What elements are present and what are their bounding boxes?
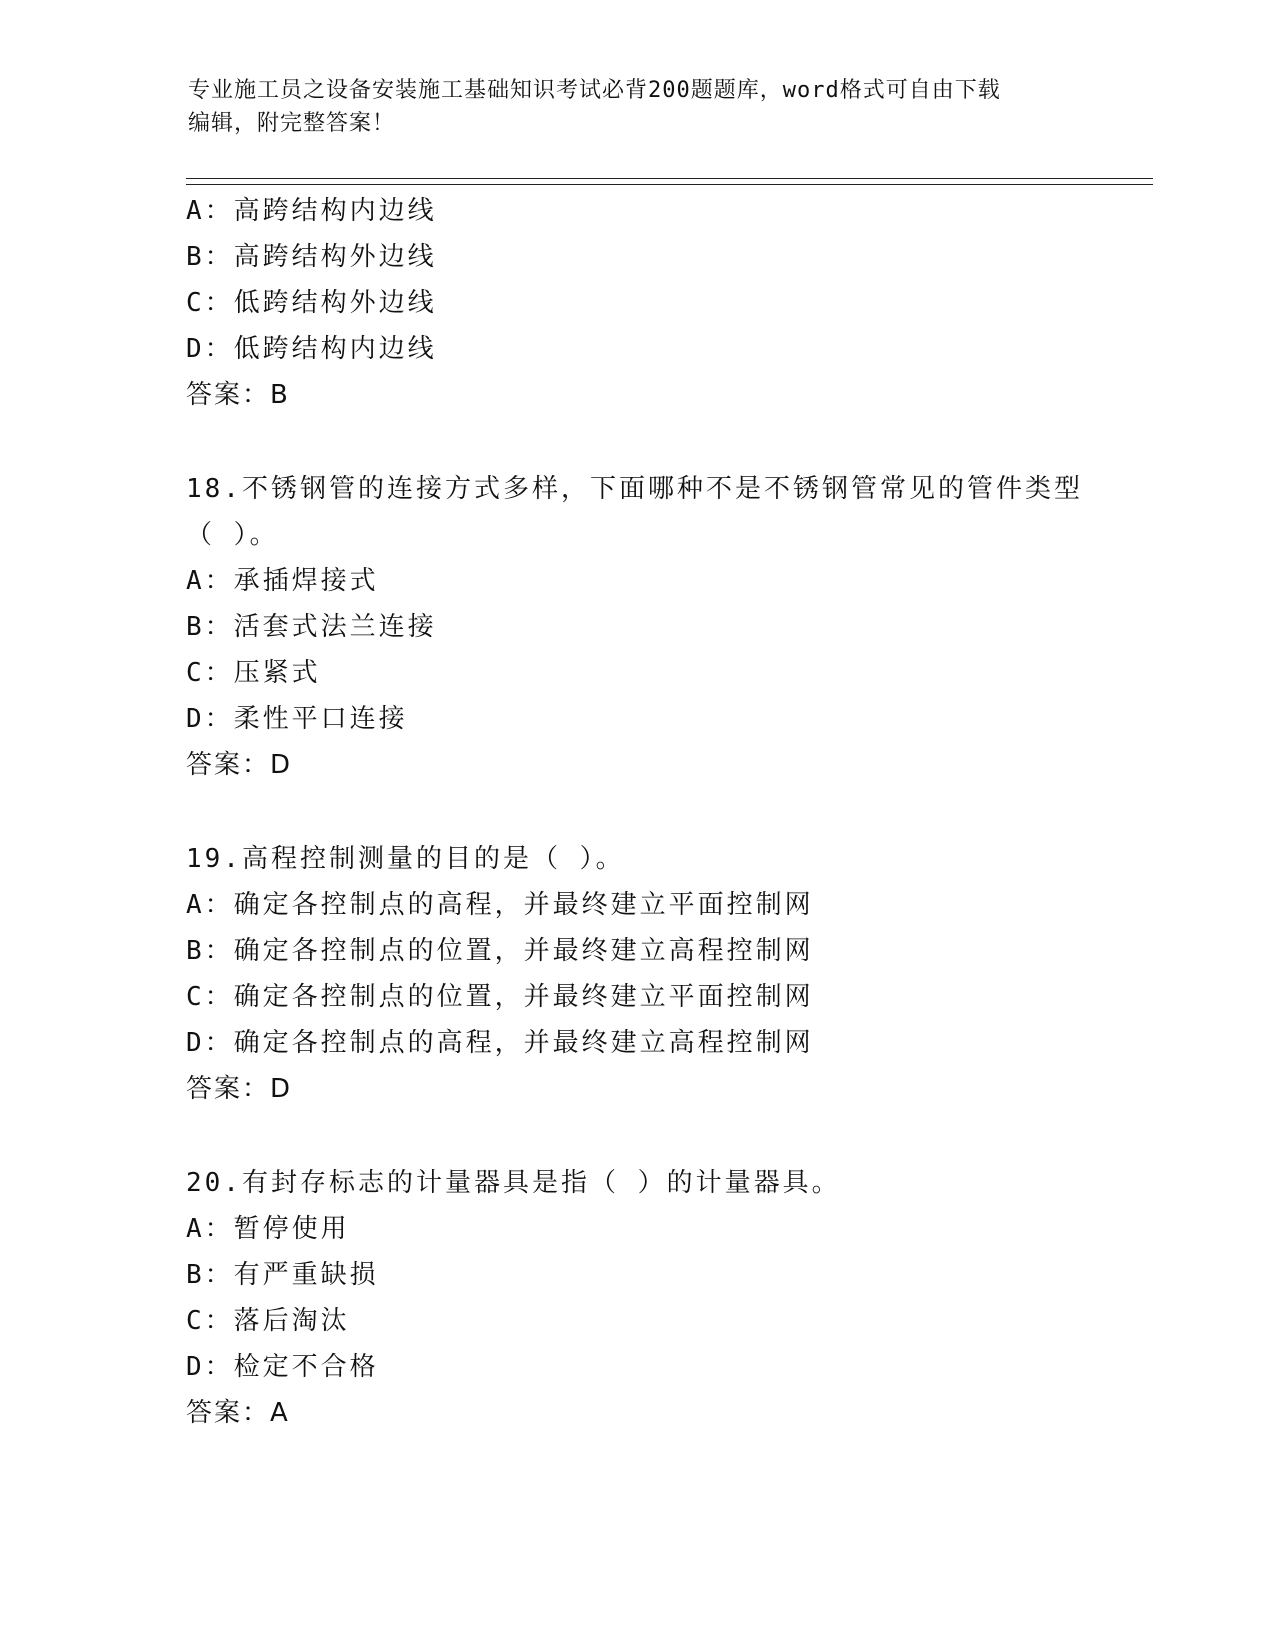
question-list <box>186 188 1146 1436</box>
option-a: A：暂停使用 <box>186 1214 350 1244</box>
question-19 <box>186 836 1146 1112</box>
option-c: C：低跨结构外边线 <box>186 288 437 318</box>
option-b: B：高跨结构外边线 <box>186 242 437 272</box>
header-divider-top <box>186 178 1153 179</box>
option-b: B：活套式法兰连接 <box>186 612 437 642</box>
question-stem-line: 20.有封存标志的计量器具是指（ ）的计量器具。 <box>186 1168 841 1198</box>
answer: 答案：B <box>186 380 290 410</box>
question-stem <box>186 1160 1146 1206</box>
option-b: B：有严重缺损 <box>186 1260 379 1290</box>
answer: 答案：A <box>186 1398 290 1428</box>
header-title-line1: 专业施工员之设备安装施工基础知识考试必背200题题库，word格式可自由下载 <box>188 78 1001 103</box>
option-c: C：压紧式 <box>186 658 321 688</box>
answer: 答案：D <box>186 1074 293 1104</box>
question-17 <box>186 188 1146 418</box>
option-a: A：高跨结构内边线 <box>186 196 437 226</box>
question-stem <box>186 836 1146 882</box>
question-stem <box>186 466 1146 558</box>
option-a: A：承插焊接式 <box>186 566 379 596</box>
question-20 <box>186 1160 1146 1436</box>
header-divider-bottom <box>186 184 1153 185</box>
header-title-line2: 编辑，附完整答案！ <box>188 111 396 136</box>
option-d: D：柔性平口连接 <box>186 704 408 734</box>
option-d: D：确定各控制点的高程，并最终建立高程控制网 <box>186 1028 814 1058</box>
option-d: D：低跨结构内边线 <box>186 334 437 364</box>
question-stem-line: （ ）。 <box>186 520 279 550</box>
question-stem-line: 18.不锈钢管的连接方式多样，下面哪种不是不锈钢管常见的管件类型 <box>186 474 1083 504</box>
option-d: D：检定不合格 <box>186 1352 379 1382</box>
option-a: A：确定各控制点的高程，并最终建立平面控制网 <box>186 890 814 920</box>
option-b: B：确定各控制点的位置，并最终建立高程控制网 <box>186 936 814 966</box>
answer: 答案：D <box>186 750 293 780</box>
option-c: C：落后淘汰 <box>186 1306 350 1336</box>
option-c: C：确定各控制点的位置，并最终建立平面控制网 <box>186 982 814 1012</box>
document-header <box>188 74 1088 140</box>
question-18 <box>186 466 1146 788</box>
question-stem-line: 19.高程控制测量的目的是（ ）。 <box>186 844 625 874</box>
